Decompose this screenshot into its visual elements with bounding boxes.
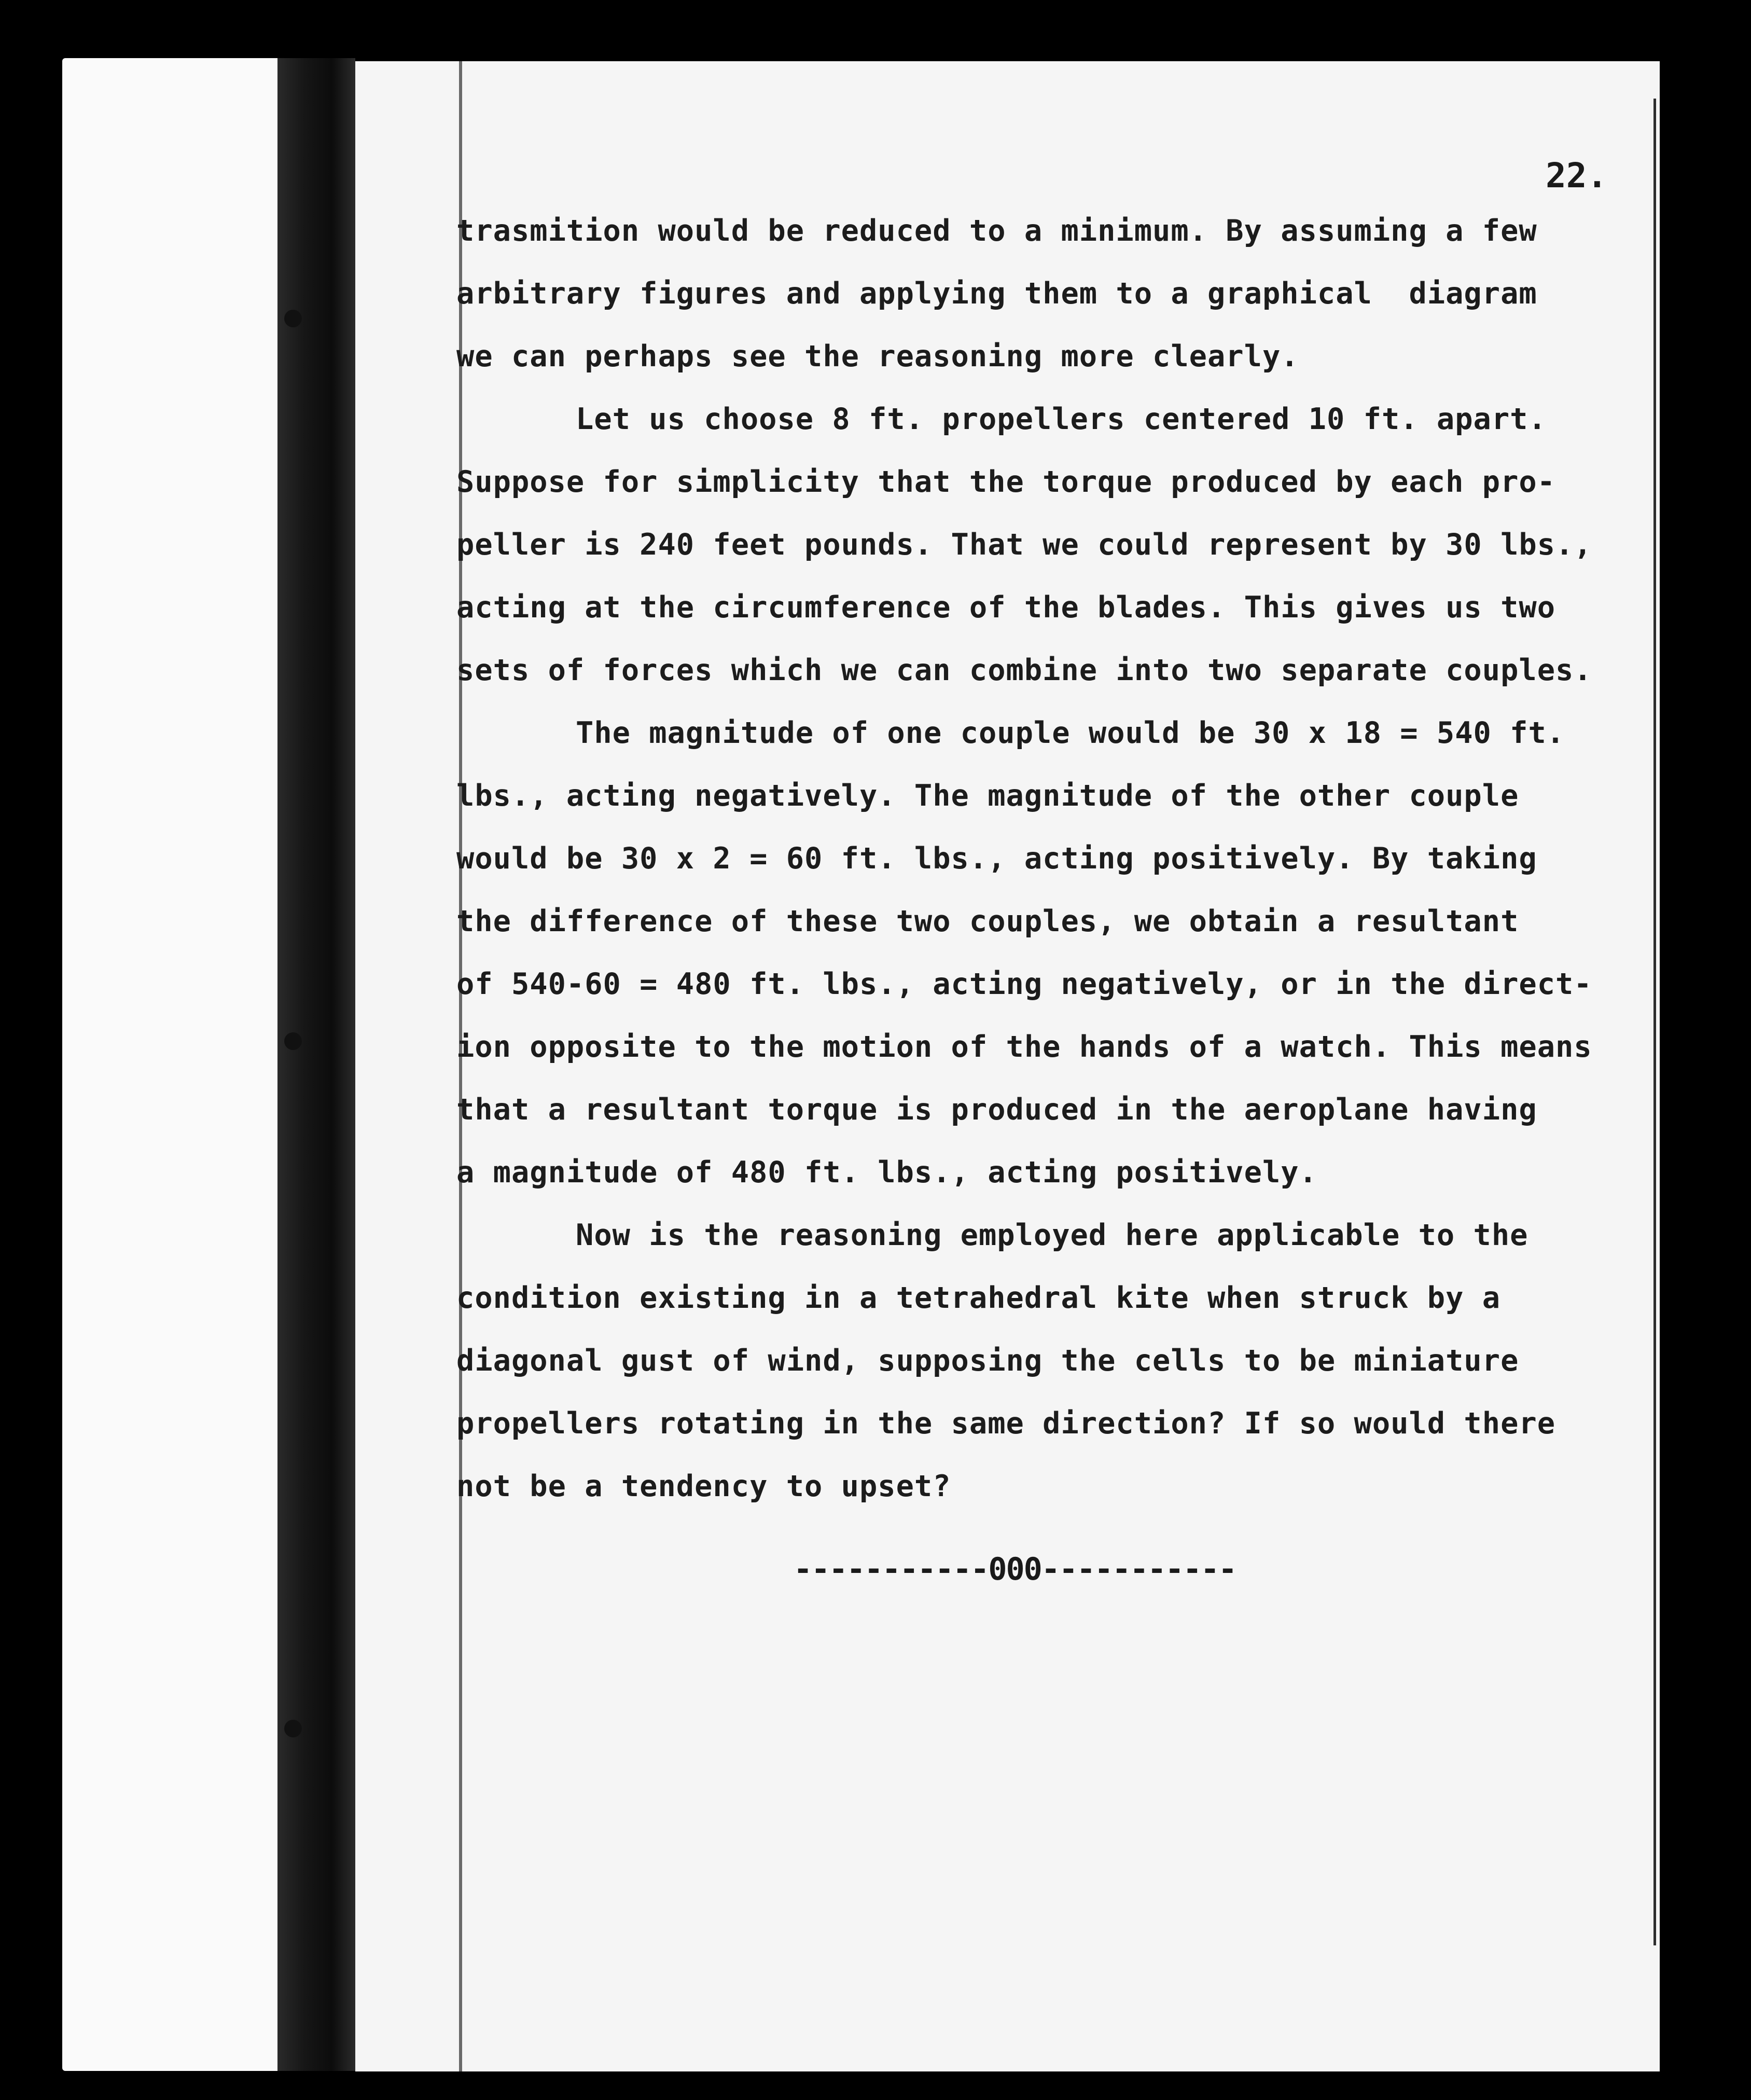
text-line: Now is the reasoning employed here applicable to the bbox=[576, 1218, 1528, 1252]
typed-text bbox=[456, 200, 1660, 1518]
text-line: ion opposite to the motion of the hands of a watch. This means bbox=[456, 1030, 1592, 1064]
text-line: sets of forces which we can combine into two separate couples. bbox=[456, 653, 1592, 687]
punch-hole bbox=[284, 1720, 302, 1737]
text-line: would be 30 x 2 = 60 ft. lbs., acting positively. By taking bbox=[456, 841, 1537, 876]
text-line: propellers rotating in the same direction? If so would there bbox=[456, 1406, 1556, 1441]
text-line: peller is 240 feet pounds. That we could represent by 30 lbs., bbox=[456, 528, 1592, 562]
binding-shadow bbox=[277, 58, 355, 2071]
text-line: arbitrary figures and applying them to a graphical diagram bbox=[456, 277, 1537, 311]
left-page-strip bbox=[62, 58, 277, 2071]
text-line: not be a tendency to upset? bbox=[456, 1469, 951, 1503]
text-line: The magnitude of one couple would be 30 x 18 = 540 ft. bbox=[576, 716, 1565, 750]
text-line: Let us choose 8 ft. propellers centered 10 ft. apart. bbox=[576, 402, 1547, 436]
text-line: of 540-60 = 480 ft. lbs., acting negatively, or in the direct- bbox=[456, 967, 1592, 1001]
section-end-ornament: -----------000----------- bbox=[794, 1551, 1236, 1587]
text-line: acting at the circumference of the blades. This gives us two bbox=[456, 590, 1556, 625]
text-line: Suppose for simplicity that the torque produced by each pro- bbox=[456, 465, 1556, 499]
text-line: diagonal gust of wind, supposing the cells to be miniature bbox=[456, 1344, 1519, 1378]
punch-hole bbox=[284, 310, 302, 327]
text-line: trasmition would be reduced to a minimum. By assuming a few bbox=[456, 214, 1537, 248]
text-line: condition existing in a tetrahedral kite when struck by a bbox=[456, 1281, 1501, 1315]
text-line: lbs., acting negatively. The magnitude of the other couple bbox=[456, 779, 1519, 813]
text-line: we can perhaps see the reasoning more clearly. bbox=[456, 339, 1299, 374]
text-line: that a resultant torque is produced in the aeroplane having bbox=[456, 1093, 1537, 1127]
page-number: 22. bbox=[1546, 156, 1608, 196]
punch-hole bbox=[284, 1032, 302, 1050]
text-line: the difference of these two couples, we obtain a resultant bbox=[456, 904, 1519, 938]
text-line: a magnitude of 480 ft. lbs., acting positively. bbox=[456, 1155, 1317, 1190]
